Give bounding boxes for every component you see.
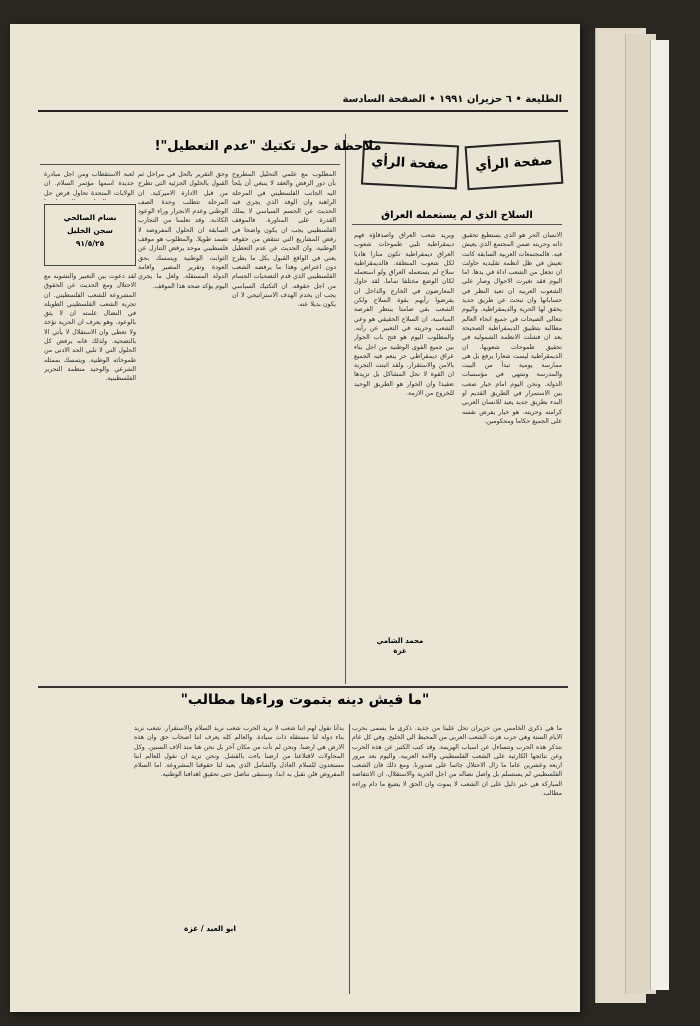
section-stamp: صفحة الرأي — [361, 141, 459, 190]
column-divider — [345, 134, 346, 684]
divider — [352, 224, 562, 225]
right-article-col1: الانسان الحر هو الذي يستطيع تحقيق ذاته وحريته ضمن المجتمع الذي يعيش فيه. فالمجتمعات العربية السابقة كانت تعيش في ظل انظمة تقليدية حاولت ان تجعل من الشعب اداة في يدها. اما اليوم فقد تغيرت الاحوال وصار على الشعوب العربية ان تعيد النظر في حساباتها وان تبحث عن طريق جديد يحقق لها الحرية والديمقراطية. واليوم تتعالى الصيحات في جميع انحاء العالم مطالبة بتطبيق الديمقراطية الصحيحة بعد ان فشلت الانظمة الشمولية في تحقيق طموحات شعوبها. ان الديمقراطية ليست شعارا يرفع بل هي ممارسة يومية تبدأ من البيت والمدرسة وتنتهي في مؤسسات الدولة. ونحن اليوم امام خيار صعب بين الاستمرار في الطريق القديم او البدء بطريق جديد يعيد للانسان العربي كرامته وحريته. هو خيار يفرض نفسه على الجميع حكاما ومحكومين. — [462, 232, 562, 425]
right-article-col2: ويريد شعب العراق واصدقاؤه فهم ديمقراطية تلبي طموحات شعوب العراق ديمقراطية تكون منارا هاديا لكل شعوب المنطقة. فالديمقراطية سلاح لم يستعمله العراق ولو استعمله لكان الوضع مختلفا تماما. لقد حاول المعارضون في الخارج والداخل ان يفرضوا رأيهم بقوة السلاح ولكن الشعب بقي صامتا ينتظر الفرصة المناسبة. ان السلاح الحقيقي هو وعي الشعب وحريته في التعبير عن رأيه. والمطلوب اليوم هو فتح باب الحوار بين جميع القوى الوطنية من اجل بناء عراق ديمقراطي حر ينعم فيه الجميع بالامن والاستقرار. ولقد اثبتت التجربة ان القوة لا تحل المشاكل بل تزيدها تعقيدا وان الحوار هو الطريق الوحيد للخروج من الازمة. — [354, 232, 454, 398]
section-stamp: صفحة الرأي — [465, 140, 564, 191]
right-article-author — [370, 636, 430, 656]
column-divider — [349, 724, 350, 994]
byline-name: بسام الصالحي — [63, 213, 117, 222]
left-article-col2: وحق التقرير بالحل في مراحل ثم القبول بالحلول الجزئية التي تطرح من قبل الادارة الاميركية. ان المرحلة تتطلب وحدة الصف الوطني وعدم الانجرار وراء الوعود الكاذبة. وقد تعلمنا من التجارب السابقة ان الحلول المفروضة لا تصمد طويلا. والمطلوب هو موقف فلسطيني موحد يرفض التنازل عن الثوابت الوطنية ويتمسك بحق العودة وتقرير المصير واقامة الدولة المستقلة. ولعل ما يجري اليوم يؤكد صحة هذا الموقف. — [138, 171, 228, 290]
divider — [40, 164, 340, 165]
author-city: غزة — [393, 647, 407, 655]
page-header: الطليعة • ٦ حزيران ١٩٩١ • الصفحة السادسة — [342, 94, 562, 105]
bottom-article-headline: "ما فيش دينه بتموت وراءها مطالب" — [180, 692, 430, 708]
bottom-article-col1: ما هي ذكرى الخامس من حزيران تحل علينا من جديد. ذكرى ما يسمى بحرب الايام الستة وهي حرب هزت الشعب العربي من المحيط الى الخليج. وفي كل عام نتذكر هذه الحرب ونتساءل عن اسباب الهزيمة. وقد كتب الكثير عن هذه الحرب وعن نتائجها الكارثية على الشعب الفلسطيني والامة العربية. واليوم بعد مرور اربعة وعشرين عاما ما زال الاحتلال جاثما على صدورنا. ومع ذلك فان الشعب الفلسطيني لم يستسلم بل واصل نضاله من اجل الحرية والاستقلال. ان الانتفاضة المباركة هي خير دليل على ان الشعب لا يموت وان الحق لا يضيع ما دام وراءه مطالب. — [352, 725, 562, 798]
right-article-headline: السلاح الذي لم يستعمله العراق — [381, 210, 533, 221]
bottom-article-col2: بدأنا نقول لهم اننا شعب لا نريد الحرب شعب نريد السلام والاستقرار. شعب نريد بناء دولة لنا مستقلة ذات سيادة. والعالم كله يعرف اننا اصحاب حق وان هذه الارض هي ارضنا. ونحن لم نأت من مكان آخر بل نحن هنا منذ آلاف السنين. وكل المحاولات لاقتلاعنا من ارضنا باءت بالفشل. ونحن نريد ان نقول للعالم اننا مستعدون للسلام العادل والشامل الذي يعيد لنا حقوقنا المشروعة. اما السلام المفروض فلن نقبل به ابدا. وسنبقى نناضل حتى تحقيق اهدافنا الوطنية. — [134, 725, 344, 779]
newspaper-page — [10, 24, 580, 1012]
left-article-byline — [44, 204, 136, 266]
left-article-headline: ملاحظة حول تكتيك "عدم التعطيل"! — [154, 139, 382, 154]
bottom-article-author: ابو العبد / غزة — [184, 924, 236, 933]
author-name: محمد الشامي — [376, 637, 424, 645]
byline-date: ٩١/٥/٢٥ — [75, 239, 105, 248]
far-left-column: لقد دعوت بين التعبير والتشويه مع الاحتلال ومع الحديث عن الحقوق المشروعة للشعب الفلسطيني. ان تجربة الشعب الفلسطيني الطويلة في النضال علمته ان لا يثق بالوعود. وهو يعرف ان الحرية تؤخذ ولا تعطى وان الاستقلال لا يأتي الا بالتضحية. ولذلك فانه يرفض كل الحلول التي لا تلبي الحد الادنى من طموحاته الوطنية. ويتمسك بممثله الشرعي والوحيد منظمة التحرير الفلسطينية. — [44, 273, 136, 383]
left-article-col1: المطلوب مع علمي التحليل المطروح بأن دور الرفض والعقد لا ينبغي أن يلجأ اليه الجانب الفلسطيني في المرحلة الراهنة وان الوفد الذي يجري فيه الحديث عن الحسم السياسي لا يملك القدرة على المناورة. فالموقف الفلسطيني يجب ان يكون واضحا في رفض المشاريع التي تنتقص من حقوقه الوطنية. وان الحديث عن عدم التعطيل يعني في الواقع القبول بكل ما يطرح دون اعتراض وهذا ما يرفضه الشعب الفلسطيني الذي قدم التضحيات الجسام من اجل حقوقه. ان التكتيك السياسي يجب ان يخدم الهدف الاستراتيجي لا ان يكون بديلا عنه. — [232, 171, 336, 309]
left-article-col3: لعبة الاستقطاب ومن اجل مبادرة جديدة اسمها مؤتمر السلام. ان الولايات المتحدة تحاول فرض حل — [44, 171, 134, 197]
byline-location: سجن الخليل — [67, 226, 113, 235]
divider — [38, 686, 568, 688]
header-rule — [38, 110, 568, 112]
back-sheet — [650, 40, 669, 990]
